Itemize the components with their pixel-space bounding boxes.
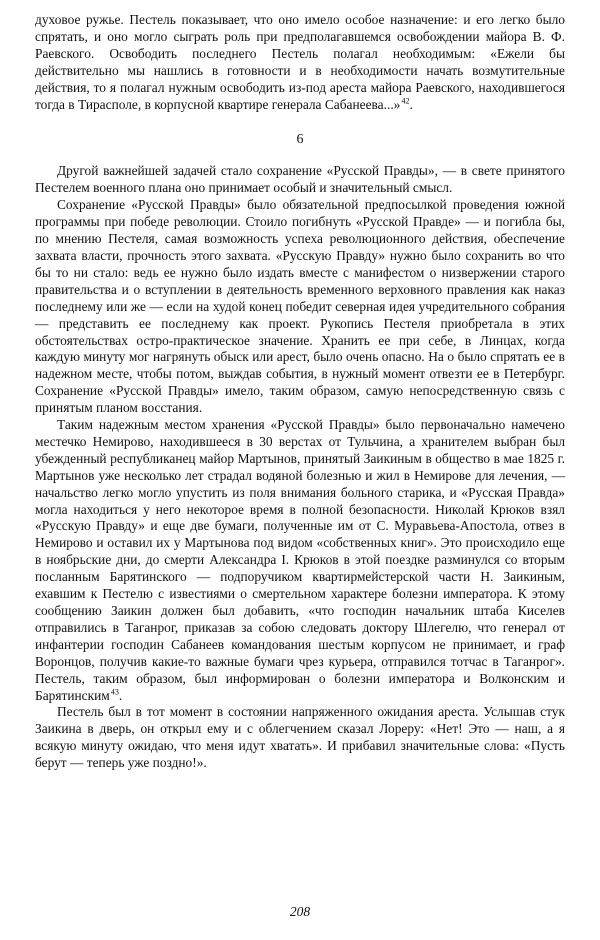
- paragraph: Таким надежным местом хранения «Русской Правды» было первоначально намечено местечко Немирово, находившееся в 30 верстах от Тульчина, а хранителем выбран был убежденный республиканец майор Мартынов, принятый Заикиным в общество в мае 1825 г. Мартынов уже несколько лет страдал водяной болезнью и жил в Немирове для лечения, — начальство легко могло упустить из поля внимания больного старика, и «Русская Правда» могла находиться у него некоторое время в полной безопасности. Николай Крюков взял «Русскую Правду» и еще две бумаги, полученные им от С. Муравьева-Апостола, отвез в Немирово и оставил их у Мартынова под видом «собственных книг». Это происходило еще в ноябрьские дни, до смерти Александра I. Крюков в этой поездке разминулся со вторым посланным Барятинского — подпоручиком квартирмейстерской части Н. Заикиным, ехавшим к Пестелю с известиями о смертельном характере болезни императора. К этому сообщению Заикин должен был добавить, «что господин начальник штаба Киселев отправились в Таганрог, приказав за собою следовать доктору Шлегелю, что генерал от инфантерии господин Сабанеев командования шестым корпусом не принимает, и граф Воронцов, получив какие-то важные бумаги чрез курьера, отправился тотчас в Таганрог». Пестель, таким образом, был информирован о болезни императора и Волконским и Барятинским $^{43}$.: [35, 417, 565, 703]
- section-number: 6: [296, 132, 304, 148]
- paragraph: Другой важнейшей задачей стало сохранение «Русской Правды», — в свете принятого Пестелем военного плана оно принимает особый и значительный смысл.: [35, 163, 565, 196]
- paragraph: Пестель был в тот момент в состоянии напряженного ожидания ареста. Услышав стук Заикина в дверь, он открыл ему и с облегчением сказал Лореру: «Нет! Это — наш, а я всякую минуту ожидаю, что меня идут хватать». И прибавил значительные слова: «Пусть берут — теперь уже поздно!».: [35, 704, 565, 771]
- paragraph-continuation: духовое ружье. Пестель показывает, что оно имело особое назначение: и его легко было спрятать, и оно могло сыграть роль при предполагавшемся освобождении майора В. Ф. Раевского. Освободить последнего Пестель полагал необходимым: «Ежели бы действительно мы нашлись в готовности и в необходимости начать возмутительные действия, то я полагал нужным освободить из-под ареста майора Раевского, находившегося тогда в Тирасполе, в корпусной квартире генерала Сабанеева...» $^{42}$.: [35, 12, 565, 112]
- paragraph-text: духовое ружье. Пестель показывает, что оно имело особое назначение: и его легко было спрятать, и оно могло сыграть роль при предполагавшемся освобождении майора В. Ф. Раевского. Освободить последнего Пестель полагал необходимым: «Ежели бы действительно мы нашлись в готовности и в необходимости начать возмутительные действия, то я полагал нужным освободить из-под ареста майора Раевского, находившегося тогда в Тирасполе, в корпусной квартире генерала Сабанеева...»: [35, 12, 565, 112]
- page-number: 208: [289, 904, 311, 919]
- paragraph: Сохранение «Русской Правды» было обязательной предпосылкой проведения южной программы при победе революции. Стоило погибнуть «Русской Правде» — и погибла бы, по мнению Пестеля, самая возможность успеха революционного действия, обеспечение захвата власти, прочность этого захвата. «Русскую Правду» нужно было сохранить во что бы то ни стало: ведь ее нужно было издать вместе с манифестом о низвержении старого правительства и о вступлении в деятельность временного верховного правления как наказ последнему или же — если на худой конец победит северная идея учредительного собрания — представить ее последнему как проект. Рукопись Пестеля приобретала в этих обстоятельствах остро-практическое значение. Хранить ее при себе, в Линцах, когда каждую минуту мог нагрянуть обыск или арест, было очень опасно. На о было спрятать ее в надежном месте, чтобы потом, выждав события, в нужный момент отвезти ее в Петербург. Сохранение «Русской Правды» имело, таким образом, самую непосредственную связь с принятым планом восстания.: [35, 197, 565, 416]
- footnote-ref: 42: [401, 96, 410, 106]
- book-page: [35, 12, 565, 772]
- footnote-ref: 43: [110, 687, 119, 697]
- paragraph-text: Таким надежным местом хранения «Русской Правды» было первоначально намечено местечко Немирово, находившееся в 30 верстах от Тульчина, а хранителем выбран был убежденный республиканец майор Мартынов, принятый Заикиным в общество в мае 1825 г. Мартынов уже несколько лет страдал водяной болезнью и жил в Немирове для лечения, — начальство легко могло упустить из поля внимания больного старика, и «Русская Правда» могла находиться у него некоторое время в полной безопасности. Николай Крюков взял «Русскую Правду» и еще две бумаги, полученные им от С. Муравьева-Апостола, отвез в Немирово и оставил их у Мартынова под видом «собственных книг». Это происходило еще в ноябрьские дни, до смерти Александра I. Крюков в этой поездке разминулся со вторым посланным Барятинского — подпоручиком квартирмейстерской части Н. Заикиным, ехавшим к Пестелю с известиями о смертельном характере болезни императора. К этому сообщению Заикин должен был добавить, «что господин начальник штаба Киселев отправились в Таганрог, приказав за собою следовать доктору Шлегелю, что генерал от инфантерии господин Сабанеев командования шестым корпусом не принимает, и граф Воронцов, получив какие-то важные бумаги чрез курьера, отправился тотчас в Таганрог». Пестель, таким образом, был информирован о болезни императора и Волконским и Барятинским: [35, 417, 565, 703]
